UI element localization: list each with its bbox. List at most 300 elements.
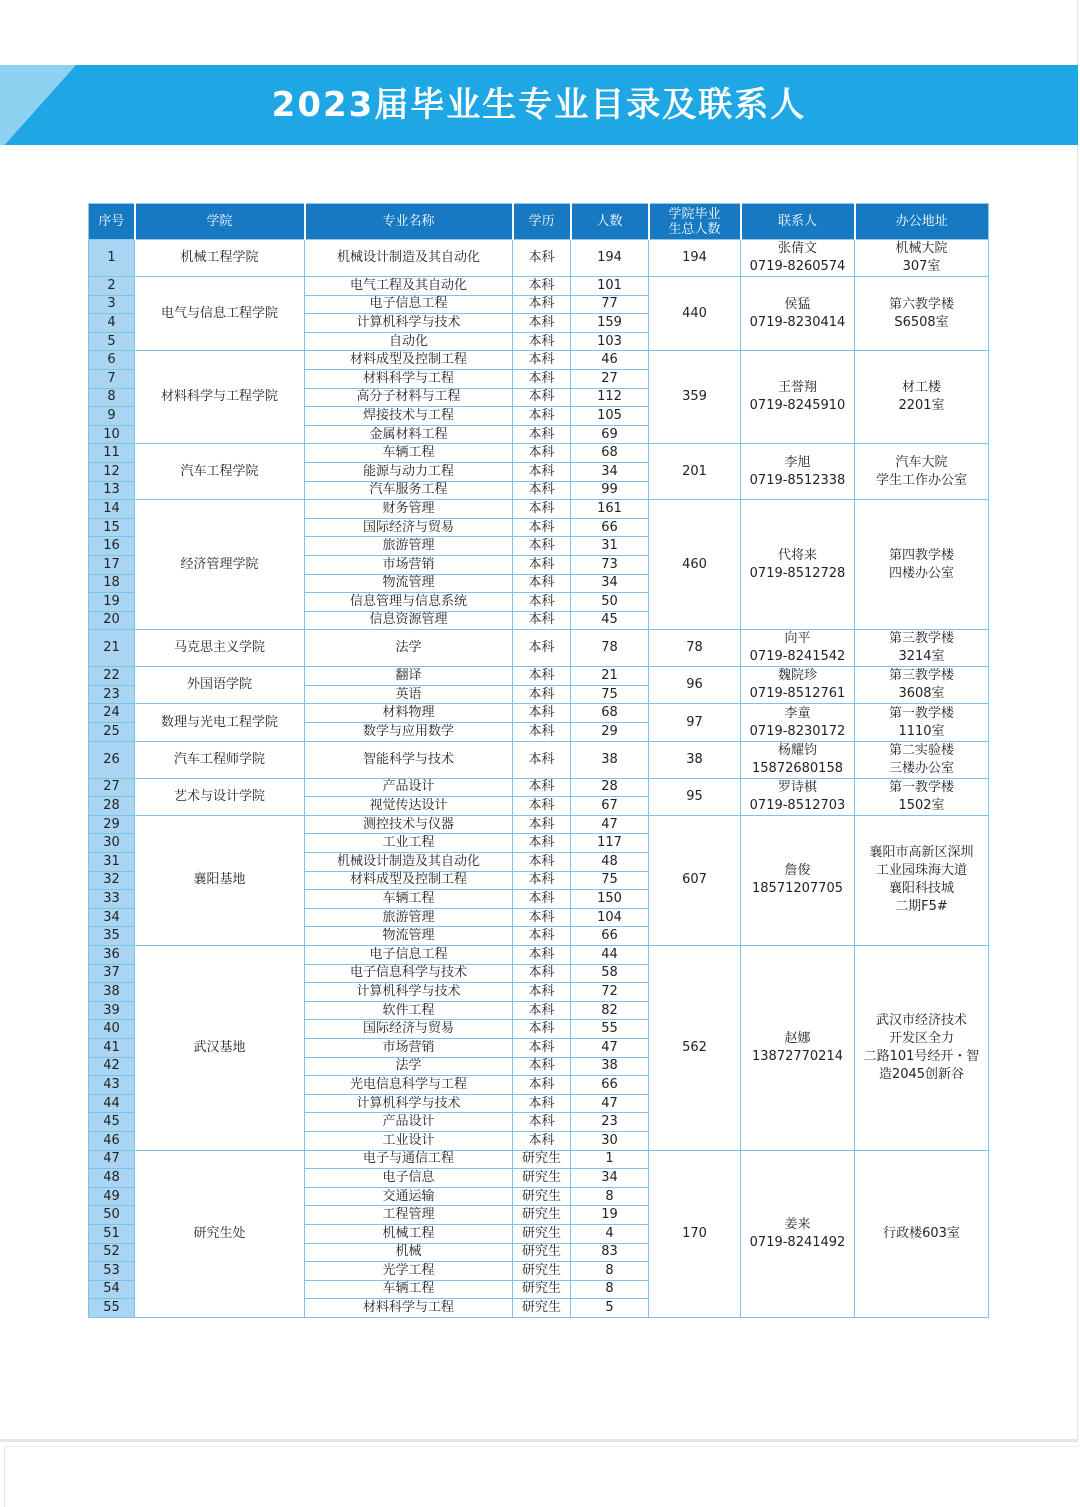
major-name: 机械工程 bbox=[305, 1224, 513, 1243]
contact-person bbox=[741, 946, 855, 1151]
major-count: 50 bbox=[571, 593, 649, 612]
address-line: 第六教学楼 bbox=[888, 296, 954, 312]
office-address bbox=[855, 741, 989, 778]
major-count: 194 bbox=[571, 240, 649, 277]
college-total: 97 bbox=[649, 704, 741, 741]
row-index: 29 bbox=[89, 815, 135, 834]
major-count: 66 bbox=[571, 518, 649, 537]
row-index: 28 bbox=[89, 797, 135, 816]
major-count: 58 bbox=[571, 964, 649, 983]
major-count: 38 bbox=[571, 1057, 649, 1076]
major-count: 55 bbox=[571, 1020, 649, 1039]
college-name: 机械工程学院 bbox=[135, 240, 305, 277]
degree-level: 本科 bbox=[513, 815, 571, 834]
row-index: 53 bbox=[89, 1262, 135, 1281]
contact-phone: 0719-8241492 bbox=[749, 1234, 846, 1250]
degree-level: 本科 bbox=[513, 1076, 571, 1095]
row-index: 18 bbox=[89, 574, 135, 593]
college-name: 马克思主义学院 bbox=[135, 630, 305, 667]
degree-level: 研究生 bbox=[513, 1280, 571, 1299]
major-name: 计算机科学与技术 bbox=[305, 314, 513, 333]
table-row bbox=[89, 778, 989, 797]
contact-phone: 0719-8230414 bbox=[749, 314, 846, 330]
office-address bbox=[855, 240, 989, 277]
row-index: 23 bbox=[89, 685, 135, 704]
address-line: 二路101号经开・智 bbox=[863, 1048, 980, 1064]
row-index: 20 bbox=[89, 611, 135, 630]
contact-phone: 15872680158 bbox=[752, 760, 843, 776]
college-name: 外国语学院 bbox=[135, 667, 305, 704]
major-name: 光电信息科学与工程 bbox=[305, 1076, 513, 1095]
row-index: 3 bbox=[89, 295, 135, 314]
college-total: 95 bbox=[649, 778, 741, 815]
degree-level: 本科 bbox=[513, 797, 571, 816]
major-count: 103 bbox=[571, 332, 649, 351]
row-index: 21 bbox=[89, 630, 135, 667]
degree-level: 本科 bbox=[513, 500, 571, 519]
address-line: 行政楼603室 bbox=[883, 1225, 960, 1241]
row-index: 51 bbox=[89, 1224, 135, 1243]
major-count: 5 bbox=[571, 1299, 649, 1318]
major-count: 78 bbox=[571, 630, 649, 667]
row-index: 15 bbox=[89, 518, 135, 537]
major-name: 机械 bbox=[305, 1243, 513, 1262]
major-name: 计算机科学与技术 bbox=[305, 983, 513, 1002]
major-count: 77 bbox=[571, 295, 649, 314]
row-index: 47 bbox=[89, 1150, 135, 1169]
row-index: 24 bbox=[89, 704, 135, 723]
college-total: 359 bbox=[649, 351, 741, 444]
degree-level: 本科 bbox=[513, 1094, 571, 1113]
degree-level: 本科 bbox=[513, 630, 571, 667]
major-name: 信息管理与信息系统 bbox=[305, 593, 513, 612]
row-index: 10 bbox=[89, 425, 135, 444]
major-count: 34 bbox=[571, 1169, 649, 1188]
major-count: 8 bbox=[571, 1262, 649, 1281]
row-index: 52 bbox=[89, 1243, 135, 1262]
table-row bbox=[89, 240, 989, 277]
major-count: 38 bbox=[571, 741, 649, 778]
row-index: 9 bbox=[89, 407, 135, 426]
major-name: 材料成型及控制工程 bbox=[305, 871, 513, 890]
degree-level: 本科 bbox=[513, 351, 571, 370]
degree-level: 本科 bbox=[513, 555, 571, 574]
major-name: 车辆工程 bbox=[305, 1280, 513, 1299]
table-row bbox=[89, 704, 989, 723]
contact-phone: 0719-8512728 bbox=[749, 565, 846, 581]
address-line: 襄阳市高新区深圳 bbox=[869, 845, 974, 861]
contact-person bbox=[741, 240, 855, 277]
contact-name: 詹俊 bbox=[784, 863, 811, 879]
address-line: 机械大院 bbox=[895, 241, 948, 256]
row-index: 43 bbox=[89, 1076, 135, 1095]
major-count: 150 bbox=[571, 890, 649, 909]
contact-person bbox=[741, 630, 855, 667]
row-index: 55 bbox=[89, 1299, 135, 1318]
college-total: 201 bbox=[649, 444, 741, 500]
contact-person bbox=[741, 1150, 855, 1317]
row-index: 37 bbox=[89, 964, 135, 983]
contact-phone: 18571207705 bbox=[752, 881, 843, 897]
major-count: 66 bbox=[571, 1076, 649, 1095]
office-address bbox=[855, 946, 989, 1151]
contact-name: 张倩文 bbox=[777, 241, 817, 256]
degree-level: 本科 bbox=[513, 946, 571, 965]
degree-level: 本科 bbox=[513, 1001, 571, 1020]
row-index: 1 bbox=[89, 240, 135, 277]
major-count: 27 bbox=[571, 369, 649, 388]
major-name: 财务管理 bbox=[305, 500, 513, 519]
major-name: 高分子材料与工程 bbox=[305, 388, 513, 407]
page-title: 2023届毕业生专业目录及联系人 bbox=[271, 85, 807, 125]
row-index: 46 bbox=[89, 1131, 135, 1150]
major-name: 光学工程 bbox=[305, 1262, 513, 1281]
degree-level: 本科 bbox=[513, 1038, 571, 1057]
address-line: 1502室 bbox=[898, 797, 945, 813]
office-address bbox=[855, 704, 989, 741]
office-address bbox=[855, 351, 989, 444]
office-address bbox=[855, 444, 989, 500]
degree-level: 本科 bbox=[513, 853, 571, 872]
major-name: 国际经济与贸易 bbox=[305, 518, 513, 537]
contact-name: 李童 bbox=[784, 705, 811, 721]
major-name: 法学 bbox=[305, 1057, 513, 1076]
major-name: 产品设计 bbox=[305, 1113, 513, 1132]
row-index: 13 bbox=[89, 481, 135, 500]
major-name: 材料成型及控制工程 bbox=[305, 351, 513, 370]
table-row bbox=[89, 277, 989, 296]
major-count: 29 bbox=[571, 723, 649, 742]
address-line: 第一教学楼 bbox=[888, 705, 954, 721]
major-count: 4 bbox=[571, 1224, 649, 1243]
college-total: 440 bbox=[649, 277, 741, 351]
college-total: 38 bbox=[649, 741, 741, 778]
major-name: 智能科学与技术 bbox=[305, 741, 513, 778]
college-name: 经济管理学院 bbox=[135, 500, 305, 630]
major-count: 1 bbox=[571, 1150, 649, 1169]
title-banner bbox=[0, 65, 1078, 145]
major-count: 8 bbox=[571, 1280, 649, 1299]
degree-level: 本科 bbox=[513, 518, 571, 537]
contact-name: 杨耀钧 bbox=[777, 742, 817, 758]
degree-level: 本科 bbox=[513, 425, 571, 444]
contact-phone: 13872770214 bbox=[752, 1048, 843, 1064]
address-line: 第三教学楼 bbox=[888, 631, 954, 647]
major-name: 软件工程 bbox=[305, 1001, 513, 1020]
major-count: 8 bbox=[571, 1187, 649, 1206]
major-count: 47 bbox=[571, 1038, 649, 1057]
major-name: 数学与应用数学 bbox=[305, 723, 513, 742]
contact-person bbox=[741, 444, 855, 500]
table-header-row bbox=[89, 204, 989, 240]
table-row bbox=[89, 815, 989, 834]
contact-person bbox=[741, 667, 855, 704]
major-name: 工程管理 bbox=[305, 1206, 513, 1225]
degree-level: 本科 bbox=[513, 314, 571, 333]
contact-phone: 0719-8241542 bbox=[749, 649, 846, 665]
address-line: 三楼办公室 bbox=[888, 760, 954, 776]
major-name: 产品设计 bbox=[305, 778, 513, 797]
table-row bbox=[89, 1150, 989, 1169]
header-college: 学院 bbox=[135, 204, 305, 240]
major-name: 机械设计制造及其自动化 bbox=[305, 853, 513, 872]
major-count: 99 bbox=[571, 481, 649, 500]
contact-phone: 0719-8512761 bbox=[749, 686, 846, 702]
major-count: 101 bbox=[571, 277, 649, 296]
row-index: 19 bbox=[89, 593, 135, 612]
table-row bbox=[89, 500, 989, 519]
address-line: 武汉市经济技术 bbox=[875, 1012, 967, 1028]
major-count: 34 bbox=[571, 462, 649, 481]
address-line: 工业园珠海大道 bbox=[875, 863, 967, 879]
degree-level: 研究生 bbox=[513, 1243, 571, 1262]
degree-level: 本科 bbox=[513, 667, 571, 686]
college-name: 汽车工程师学院 bbox=[135, 741, 305, 778]
major-name: 视觉传达设计 bbox=[305, 797, 513, 816]
header-degree: 学历 bbox=[513, 204, 571, 240]
row-index: 6 bbox=[89, 351, 135, 370]
major-name: 材料科学与工程 bbox=[305, 1299, 513, 1318]
contact-name: 赵娜 bbox=[784, 1030, 811, 1046]
contact-phone: 0719-8512703 bbox=[749, 797, 846, 813]
degree-level: 本科 bbox=[513, 927, 571, 946]
row-index: 27 bbox=[89, 778, 135, 797]
degree-level: 研究生 bbox=[513, 1224, 571, 1243]
college-total: 607 bbox=[649, 815, 741, 945]
office-address bbox=[855, 667, 989, 704]
row-index: 7 bbox=[89, 369, 135, 388]
degree-level: 本科 bbox=[513, 240, 571, 277]
college-total: 194 bbox=[649, 240, 741, 277]
office-address bbox=[855, 500, 989, 630]
major-name: 工业工程 bbox=[305, 834, 513, 853]
address-line: S6508室 bbox=[894, 314, 949, 330]
office-address bbox=[855, 815, 989, 945]
header-college-total-line2: 生总人数 bbox=[668, 221, 721, 237]
degree-level: 本科 bbox=[513, 1131, 571, 1150]
contact-phone: 0719-8512338 bbox=[749, 472, 846, 488]
major-count: 23 bbox=[571, 1113, 649, 1132]
row-index: 33 bbox=[89, 890, 135, 909]
row-index: 35 bbox=[89, 927, 135, 946]
row-index: 32 bbox=[89, 871, 135, 890]
major-name: 汽车服务工程 bbox=[305, 481, 513, 500]
office-address bbox=[855, 778, 989, 815]
row-index: 45 bbox=[89, 1113, 135, 1132]
degree-level: 本科 bbox=[513, 611, 571, 630]
address-line: 307室 bbox=[902, 259, 941, 274]
degree-level: 本科 bbox=[513, 834, 571, 853]
table-row bbox=[89, 741, 989, 778]
major-name: 国际经济与贸易 bbox=[305, 1020, 513, 1039]
college-name: 汽车工程学院 bbox=[135, 444, 305, 500]
row-index: 8 bbox=[89, 388, 135, 407]
degree-level: 本科 bbox=[513, 388, 571, 407]
major-count: 44 bbox=[571, 946, 649, 965]
major-name: 旅游管理 bbox=[305, 537, 513, 556]
major-name: 电子与通信工程 bbox=[305, 1150, 513, 1169]
contact-person bbox=[741, 741, 855, 778]
major-name: 英语 bbox=[305, 685, 513, 704]
major-name: 机械设计制造及其自动化 bbox=[305, 240, 513, 277]
degree-level: 研究生 bbox=[513, 1150, 571, 1169]
college-name: 襄阳基地 bbox=[135, 815, 305, 945]
degree-level: 研究生 bbox=[513, 1187, 571, 1206]
major-count: 69 bbox=[571, 425, 649, 444]
degree-level: 本科 bbox=[513, 462, 571, 481]
degree-level: 本科 bbox=[513, 704, 571, 723]
header-college-total bbox=[649, 204, 741, 240]
major-name: 电子信息科学与技术 bbox=[305, 964, 513, 983]
major-name: 市场营销 bbox=[305, 555, 513, 574]
row-index: 26 bbox=[89, 741, 135, 778]
college-name: 武汉基地 bbox=[135, 946, 305, 1151]
degree-level: 本科 bbox=[513, 277, 571, 296]
contact-name: 王誉翔 bbox=[777, 380, 817, 396]
row-index: 36 bbox=[89, 946, 135, 965]
address-line: 2201室 bbox=[898, 398, 945, 414]
major-count: 45 bbox=[571, 611, 649, 630]
header-college-total-line1: 学院毕业 bbox=[668, 206, 721, 222]
degree-level: 研究生 bbox=[513, 1169, 571, 1188]
major-catalog-table bbox=[88, 203, 989, 1318]
college-total: 78 bbox=[649, 630, 741, 667]
address-line: 学生工作办公室 bbox=[875, 472, 967, 488]
major-count: 68 bbox=[571, 704, 649, 723]
degree-level: 本科 bbox=[513, 407, 571, 426]
table-row bbox=[89, 667, 989, 686]
major-name: 金属材料工程 bbox=[305, 425, 513, 444]
row-index: 49 bbox=[89, 1187, 135, 1206]
college-total: 562 bbox=[649, 946, 741, 1151]
address-line: 第二实验楼 bbox=[888, 742, 954, 758]
major-count: 75 bbox=[571, 685, 649, 704]
major-name: 车辆工程 bbox=[305, 890, 513, 909]
degree-level: 本科 bbox=[513, 890, 571, 909]
row-index: 48 bbox=[89, 1169, 135, 1188]
major-count: 105 bbox=[571, 407, 649, 426]
degree-level: 本科 bbox=[513, 1057, 571, 1076]
office-address bbox=[855, 277, 989, 351]
college-name: 材料科学与工程学院 bbox=[135, 351, 305, 444]
address-line: 襄阳科技城 bbox=[888, 881, 954, 897]
major-count: 68 bbox=[571, 444, 649, 463]
row-index: 40 bbox=[89, 1020, 135, 1039]
major-name: 电子信息工程 bbox=[305, 946, 513, 965]
table-row bbox=[89, 351, 989, 370]
table-row bbox=[89, 630, 989, 667]
address-line: 四楼办公室 bbox=[888, 565, 954, 581]
major-count: 159 bbox=[571, 314, 649, 333]
contact-name: 侯猛 bbox=[784, 296, 811, 312]
contact-person bbox=[741, 815, 855, 945]
major-name: 材料科学与工程 bbox=[305, 369, 513, 388]
major-count: 31 bbox=[571, 537, 649, 556]
major-name: 计算机科学与技术 bbox=[305, 1094, 513, 1113]
row-index: 4 bbox=[89, 314, 135, 333]
major-name: 物流管理 bbox=[305, 574, 513, 593]
major-count: 47 bbox=[571, 815, 649, 834]
row-index: 14 bbox=[89, 500, 135, 519]
major-name: 测控技术与仪器 bbox=[305, 815, 513, 834]
major-name: 材料物理 bbox=[305, 704, 513, 723]
contact-phone: 0719-8260574 bbox=[749, 259, 846, 274]
row-index: 12 bbox=[89, 462, 135, 481]
major-name: 法学 bbox=[305, 630, 513, 667]
table-body bbox=[89, 240, 989, 1318]
major-count: 161 bbox=[571, 500, 649, 519]
degree-level: 研究生 bbox=[513, 1262, 571, 1281]
major-name: 交通运输 bbox=[305, 1187, 513, 1206]
row-index: 38 bbox=[89, 983, 135, 1002]
major-name: 物流管理 bbox=[305, 927, 513, 946]
major-count: 104 bbox=[571, 908, 649, 927]
major-count: 66 bbox=[571, 927, 649, 946]
header-address: 办公地址 bbox=[855, 204, 989, 240]
degree-level: 本科 bbox=[513, 574, 571, 593]
major-name: 焊接技术与工程 bbox=[305, 407, 513, 426]
major-count: 73 bbox=[571, 555, 649, 574]
contact-person bbox=[741, 351, 855, 444]
address-line: 第一教学楼 bbox=[888, 779, 954, 795]
address-line: 3214室 bbox=[898, 649, 945, 665]
degree-level: 本科 bbox=[513, 444, 571, 463]
degree-level: 本科 bbox=[513, 871, 571, 890]
contact-phone: 0719-8245910 bbox=[749, 398, 846, 414]
major-name: 翻译 bbox=[305, 667, 513, 686]
degree-level: 本科 bbox=[513, 332, 571, 351]
next-page-edge bbox=[4, 1446, 1079, 1507]
address-line: 开发区全力 bbox=[888, 1030, 954, 1046]
row-index: 17 bbox=[89, 555, 135, 574]
degree-level: 本科 bbox=[513, 481, 571, 500]
contact-person bbox=[741, 500, 855, 630]
degree-level: 本科 bbox=[513, 537, 571, 556]
table-row bbox=[89, 444, 989, 463]
degree-level: 本科 bbox=[513, 295, 571, 314]
degree-level: 本科 bbox=[513, 778, 571, 797]
major-count: 117 bbox=[571, 834, 649, 853]
row-index: 44 bbox=[89, 1094, 135, 1113]
college-name: 研究生处 bbox=[135, 1150, 305, 1317]
contact-name: 魏院珍 bbox=[777, 668, 817, 684]
address-line: 第四教学楼 bbox=[888, 547, 954, 563]
major-name: 自动化 bbox=[305, 332, 513, 351]
contact-name: 李旭 bbox=[784, 454, 811, 470]
header-count: 人数 bbox=[571, 204, 649, 240]
header-index: 序号 bbox=[89, 204, 135, 240]
row-index: 30 bbox=[89, 834, 135, 853]
row-index: 25 bbox=[89, 723, 135, 742]
address-line: 造2045创新谷 bbox=[878, 1066, 965, 1082]
row-index: 41 bbox=[89, 1038, 135, 1057]
major-count: 28 bbox=[571, 778, 649, 797]
address-line: 二期F5# bbox=[895, 899, 948, 915]
degree-level: 研究生 bbox=[513, 1206, 571, 1225]
major-name: 市场营销 bbox=[305, 1038, 513, 1057]
major-count: 83 bbox=[571, 1243, 649, 1262]
major-name: 电子信息工程 bbox=[305, 295, 513, 314]
row-index: 22 bbox=[89, 667, 135, 686]
row-index: 54 bbox=[89, 1280, 135, 1299]
college-total: 460 bbox=[649, 500, 741, 630]
degree-level: 本科 bbox=[513, 1113, 571, 1132]
major-name: 电气工程及其自动化 bbox=[305, 277, 513, 296]
degree-level: 本科 bbox=[513, 741, 571, 778]
row-index: 2 bbox=[89, 277, 135, 296]
degree-level: 本科 bbox=[513, 369, 571, 388]
college-name: 艺术与设计学院 bbox=[135, 778, 305, 815]
